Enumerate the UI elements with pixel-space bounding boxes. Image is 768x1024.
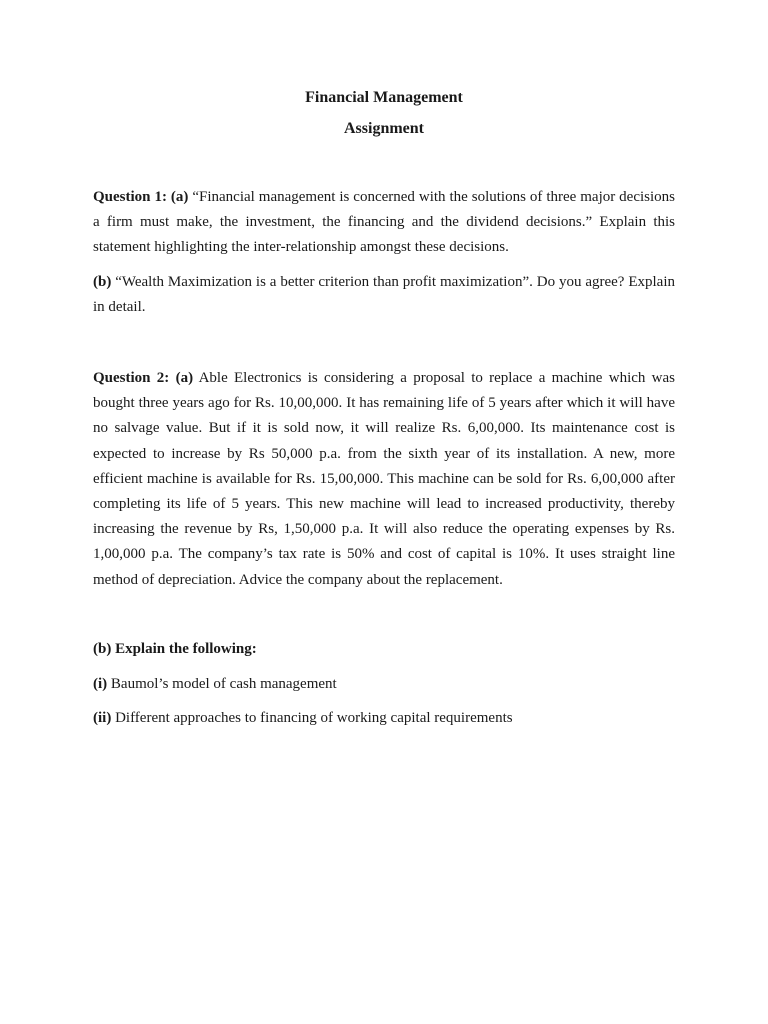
- question-1-part-a-label: (a): [170, 189, 189, 205]
- question-2-label: Question 2:: [93, 370, 170, 386]
- document-subtitle: Assignment: [343, 120, 424, 137]
- question-2-item-ii: [93, 706, 675, 731]
- question-1-label: Question 1:: [93, 189, 167, 205]
- question-1-part-b: [93, 270, 675, 320]
- question-1-part-a: [93, 185, 675, 261]
- item-i-text: Baumol’s model of cash management: [110, 676, 337, 692]
- item-ii-label: (ii): [93, 710, 112, 726]
- question-2-part-a: [93, 366, 675, 593]
- question-1-part-b-text: “Wealth Maximization is a better criterion than profit maximization”. Do you agree? Explain in detail.: [93, 274, 675, 316]
- question-2-part-b-heading: (b) Explain the following:: [93, 641, 257, 657]
- question-2-part-a-text: Able Electronics is considering a proposal to replace a machine which was bought three years ago for Rs. 10,00,000. It has remaining life of 5 years after which it will have no salvage value. But if it is sold now, it will realize Rs. 6,00,000. Its maintenance cost is expected to increase by Rs 50,000 p.a. from the sixth year of its installation. A new, more efficient machine is available for Rs. 15,00,000. This machine can be sold for Rs. 6,00,000 after completing its life of 5 years. This new machine will lead to increased productivity, thereby increasing the revenue by Rs, 1,50,000 p.a. It will also reduce the operating expenses by Rs. 1,00,000 p.a. The company’s tax rate is 50% and cost of capital is 10%. It uses straight line method of depreciation. Advice the company about the replacement.: [93, 370, 676, 588]
- item-i-label: (i): [93, 676, 108, 692]
- question-1-part-b-label: (b): [93, 274, 112, 290]
- question-2-item-i: [93, 672, 675, 697]
- item-ii-text: Different approaches to financing of working capital requirements: [115, 710, 513, 726]
- question-2-part-a-label: (a): [175, 370, 194, 386]
- question-1-part-a-text: “Financial management is concerned with the solutions of three major decisions a firm must make, the investment, the financing and the dividend decisions.” Explain this statement highlighting the inter-relationship amongst these decisions.: [93, 189, 676, 256]
- document-title: Financial Management: [305, 89, 463, 106]
